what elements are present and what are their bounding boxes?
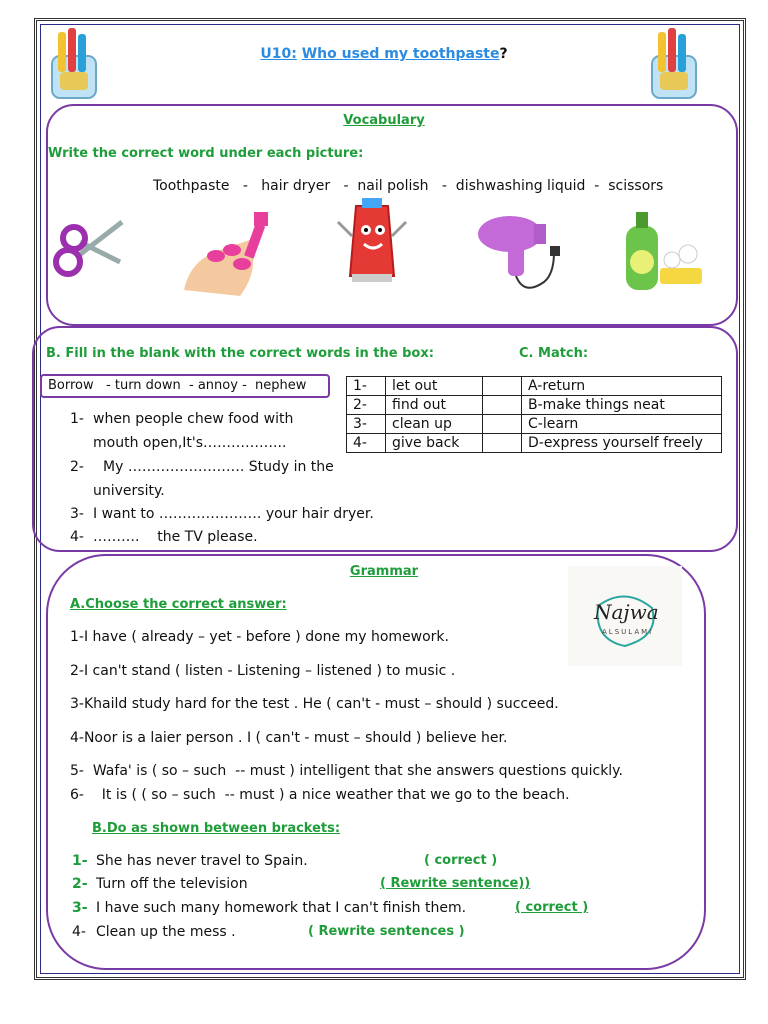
toothpaste-icon [334, 196, 410, 288]
logo-text: Najwa [594, 600, 659, 624]
toothbrush-cup-icon [644, 26, 706, 102]
match-num: 1- [347, 377, 386, 396]
fill-item-1-text2: mouth open,It's……………... [93, 435, 287, 451]
choose-item-6: 6- It is ( ( so – such -- must ) a nice weather that we go to the beach. [70, 787, 570, 803]
fill-item-4-num: 4- [70, 529, 84, 545]
title-unit: U10: [260, 46, 297, 62]
choose-item-2: 2-I can't stand ( listen - Listening – listened ) to music . [70, 663, 456, 679]
match-left: find out [386, 396, 483, 415]
do-item-2-num: 2- [72, 876, 88, 892]
match-left: clean up [386, 415, 483, 434]
do-item-2-text: Turn off the television [96, 876, 248, 892]
match-num: 4- [347, 434, 386, 453]
match-row [347, 377, 722, 396]
do-item-4-num: 4- [72, 924, 86, 940]
logo [568, 566, 682, 666]
match-left: let out [386, 377, 483, 396]
vocabulary-instruction: Write the correct word under each picture: [48, 146, 364, 161]
fill-item-3-text: I want to …………………. your hair dryer. [93, 506, 374, 522]
fill-item-2-text2: university. [93, 483, 165, 499]
do-item-1-num: 1- [72, 853, 88, 869]
fill-item-1-num: 1- [70, 411, 84, 427]
do-item-3-text: I have such many homework that I can't finish them. [96, 900, 467, 916]
match-right: A-return [522, 377, 722, 396]
part-b-heading: B.Do as shown between brackets: [92, 821, 341, 836]
choose-item-3: 3-Khaild study hard for the test . He ( can't - must – should ) succeed. [70, 696, 559, 712]
scissors-icon [50, 212, 126, 288]
match-answer-blank[interactable] [483, 434, 522, 453]
do-item-1-instr: ( correct ) [424, 853, 498, 868]
choose-item-5: 5- Wafa' is ( so – such -- must ) intelligent that she answers questions quickly. [70, 763, 623, 779]
page-title [0, 46, 768, 62]
choose-item-4: 4-Noor is a laier person . I ( can't - must – should ) believe her. [70, 730, 508, 746]
logo-subtext: ALSULAMI [602, 628, 654, 636]
part-a-heading: A.Choose the correct answer: [70, 597, 287, 612]
title-main: Who used my toothpaste [301, 46, 500, 62]
match-num: 2- [347, 396, 386, 415]
dishwashing-liquid-icon [616, 208, 708, 292]
grammar-heading: Grammar [349, 564, 419, 579]
fill-item-1-text: when people chew food with [93, 411, 294, 427]
vocabulary-heading: Vocabulary [343, 113, 425, 128]
fill-item-2-text: My ……………………. Study in the [103, 459, 334, 475]
match-answer-blank[interactable] [483, 396, 522, 415]
section-b-heading: B. Fill in the blank with the correct words in the box: [46, 346, 434, 361]
do-item-4-text: Clean up the mess . [96, 924, 236, 940]
hair-dryer-icon [474, 212, 570, 298]
do-item-2-instr: ( Rewrite sentence)) [380, 876, 531, 891]
fill-item-3-num: 3- [70, 506, 84, 522]
match-table [346, 376, 722, 453]
fill-item-4-text: ………. the TV please. [93, 529, 258, 545]
do-item-3-num: 3- [72, 900, 88, 916]
word-bank: Toothpaste - hair dryer - nail polish - dishwashing liquid - scissors [153, 178, 664, 194]
do-item-4-instr: ( Rewrite sentences ) [308, 924, 465, 939]
match-row [347, 396, 722, 415]
match-answer-blank[interactable] [483, 415, 522, 434]
match-row [347, 434, 722, 453]
do-item-3-instr: ( correct ) [515, 900, 589, 915]
match-num: 3- [347, 415, 386, 434]
do-item-1-text: She has never travel to Spain. [96, 853, 308, 869]
match-answer-blank[interactable] [483, 377, 522, 396]
fill-item-2-num: 2- [70, 459, 84, 475]
title-end: ? [499, 46, 508, 62]
choose-item-1: 1-I have ( already – yet - before ) done my homework. [70, 629, 449, 645]
match-right: B-make things neat [522, 396, 722, 415]
match-left: give back [386, 434, 483, 453]
toothbrush-cup-icon [44, 26, 106, 102]
section-c-heading: C. Match: [519, 346, 589, 361]
match-right: D-express yourself freely [522, 434, 722, 453]
match-right: C-learn [522, 415, 722, 434]
nail-polish-icon [180, 210, 276, 300]
word-box: Borrow - turn down - annoy - nephew [40, 374, 330, 398]
match-row [347, 415, 722, 434]
